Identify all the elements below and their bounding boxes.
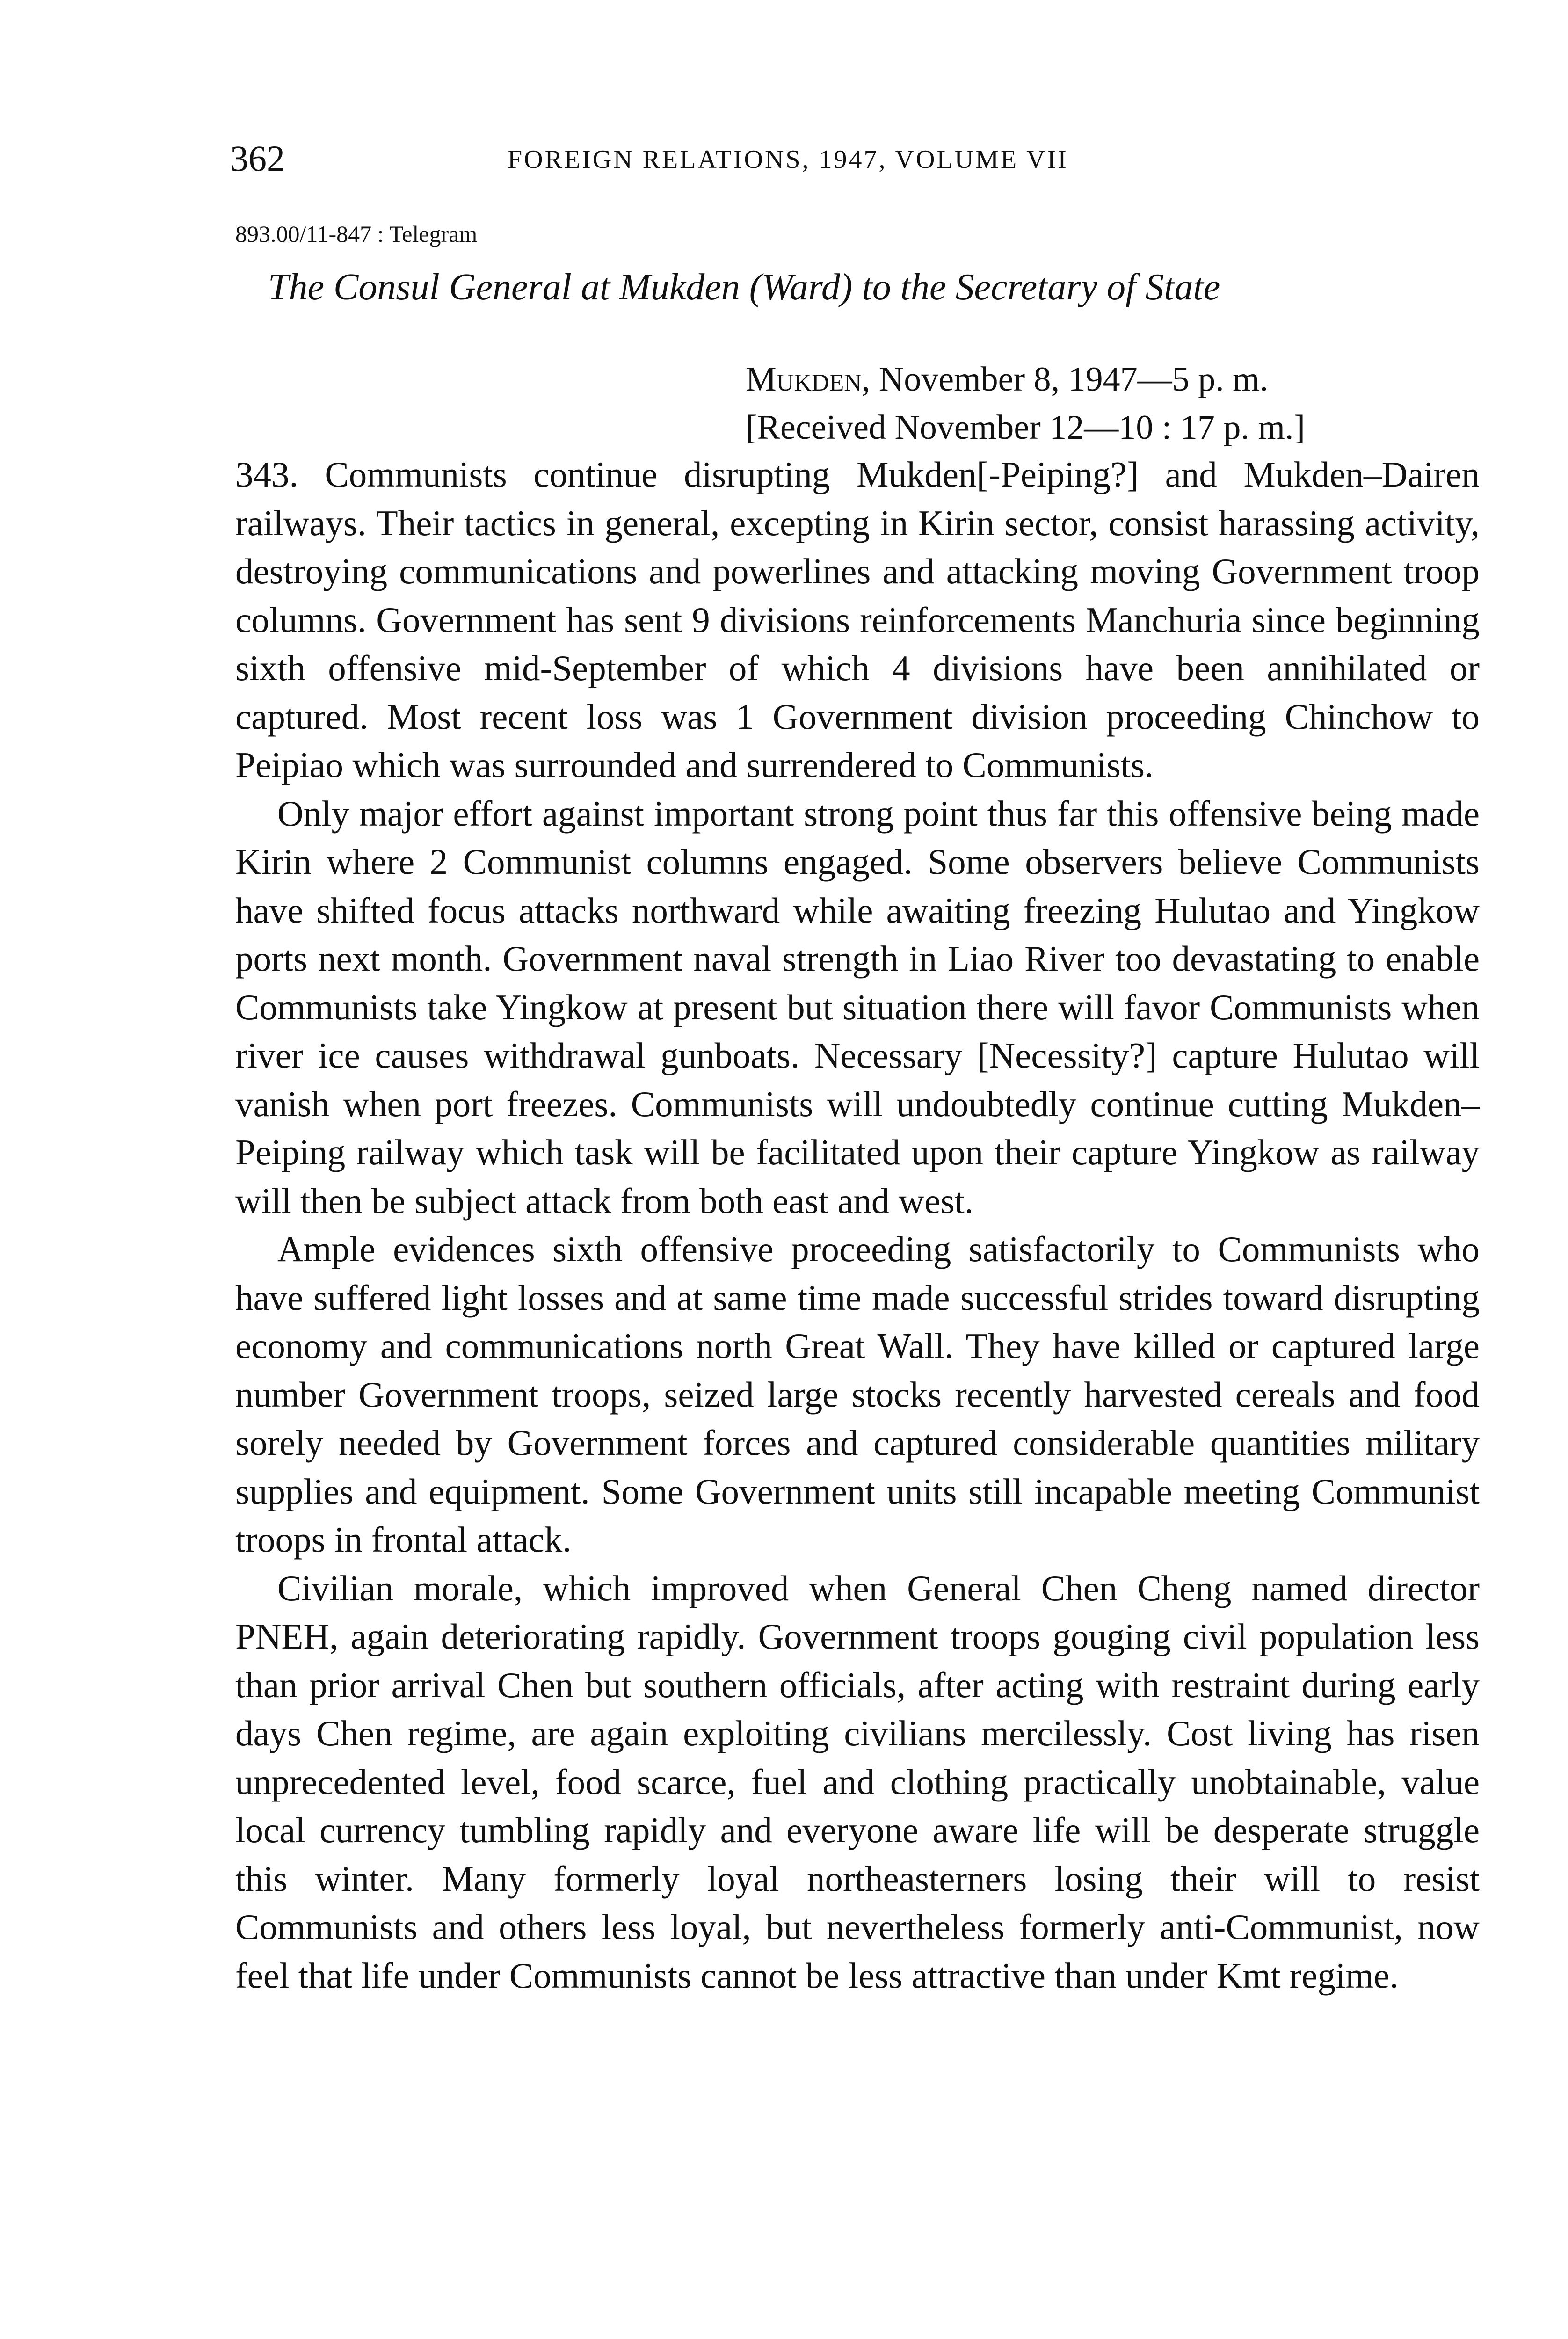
dateline-date: , November 8, 1947—5 p. m. xyxy=(861,360,1269,399)
paragraph: 343. Communists continue disrupting Mukden[-Peiping?] and Mukden–Dairen railways. Their tactics in general, excepting in Kirin sector, consist harassing activity, destroying communications and powerlines and attacking moving Government troop columns. Government has sent 9 divisions reinforcements Manchuria since beginning sixth offensive mid-September of which 4 divisions have been annihilated or captured. Most recent loss was 1 Government division proceeding Chinchow to Peipiao which was surrounded and surrendered to Communists. xyxy=(235,454,1480,785)
dateline-received: [Received November 12—10 : 17 p. m.] xyxy=(746,408,1306,447)
dateline xyxy=(746,356,1485,452)
paragraph: Civilian morale, which improved when General Chen Cheng named director PNEH, again deteriorating rapidly. Government troops gouging civil population less than prior arrival Chen but southern officials, after acting with restraint during early days Chen regime, are again exploiting civilians mercilessly. Cost living has risen unprecedented level, food scarce, fuel and clothing practically unobtainable, value local currency tumbling rapidly and everyone aware life will be desperate struggle this winter. Many formerly loyal northeasterners losing their will to resist Communists and others less loyal, but nevertheless formerly anti-Communist, now feel that life under Communists cannot be less attractive than under Kmt regime. xyxy=(235,1568,1480,1996)
dateline-sent xyxy=(746,356,1485,404)
paragraph: Ample evidences sixth offensive proceeding satisfactorily to Communists who have suffered light losses and at same time made successful strides toward disrupting economy and communications north Great Wall. They have killed or captured large number Government troops, seized large stocks recently harvested cereals and food sorely needed by Government forces and captured considerable quantities military supplies and equipment. Some Government units still incapable meeting Communist troops in frontal attack. xyxy=(235,1229,1480,1560)
running-head: FOREIGN RELATIONS, 1947, VOLUME VII xyxy=(508,145,1068,174)
document-reference: 893.00/11-847 : Telegram xyxy=(235,221,478,247)
dateline-place: Mukden xyxy=(746,360,862,399)
page-number: 362 xyxy=(230,138,285,179)
telegram-body xyxy=(235,450,1480,2000)
paragraph: Only major effort against important strong point thus far this offensive being made Kirin where 2 Communist columns engaged. Some observers believe Communists have shifted focus attacks northward while awaiting freezing Hulutao and Yingkow ports next month. Government naval strength in Liao River too devastating to enable Communists take Yingkow at present but situation there will favor Communists when river ice causes withdrawal gunboats. Necessary [Necessity?] capture Hulutao will vanish when port freezes. Communists will undoubtedly continue cutting Mukden–Peiping railway which task will be facilitated upon their capture Yingkow as railway will then be subject attack from both east and west. xyxy=(235,793,1480,1221)
document-title: The Consul General at Mukden (Ward) to the Secretary of State xyxy=(268,267,1220,308)
